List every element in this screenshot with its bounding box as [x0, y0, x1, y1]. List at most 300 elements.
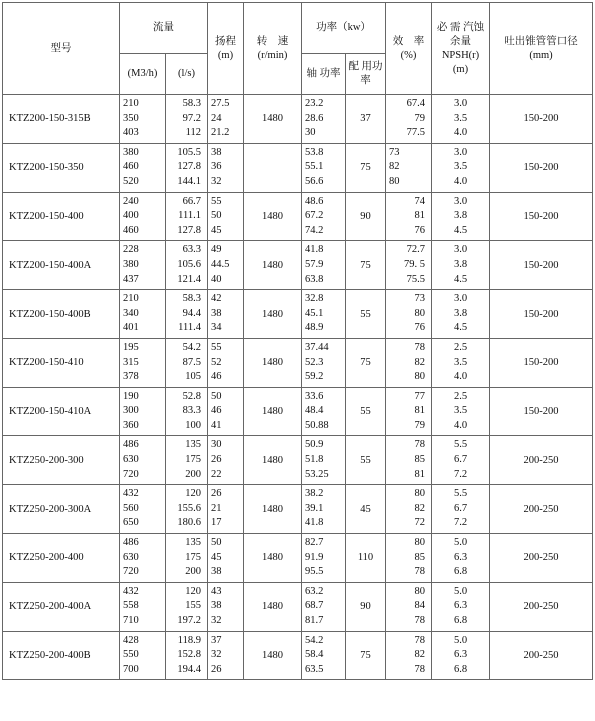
flow-m3h-cell-value: 210	[123, 98, 139, 109]
head-cell-value: 17	[211, 517, 222, 529]
flow-m3h-cell	[120, 387, 166, 436]
flow-m3h-cell	[120, 436, 166, 485]
npsh-cell-value: 6.8	[453, 615, 468, 626]
flow-ls-cell	[166, 631, 208, 680]
head-cell-value: 38	[211, 600, 222, 612]
table-row	[3, 436, 593, 485]
model-cell: KTZ200-150-315B	[3, 95, 120, 144]
flow-ls-cell-value: 58.3	[182, 98, 201, 109]
flow-m3h-cell	[120, 485, 166, 534]
head-cell	[208, 143, 244, 192]
flow-m3h-cell	[120, 241, 166, 290]
diameter-cell: 150-200	[490, 290, 593, 339]
flow-ls-cell	[166, 582, 208, 631]
rated-power-cell: 37	[346, 95, 386, 144]
shaft-power-cell-value: 63.8	[305, 273, 324, 285]
speed-cell: 1480	[244, 192, 302, 241]
shaft-power-cell-value: 53.8	[305, 146, 324, 158]
flow-ls-cell-value: 105.5	[177, 146, 201, 158]
flow-m3h-cell-value: 401	[123, 322, 139, 334]
head-cell-value: 43	[211, 585, 222, 597]
flow-ls-cell	[166, 338, 208, 387]
efficiency-cell-value: 72.7	[406, 244, 425, 256]
shaft-power-cell-value: 82.7	[305, 537, 324, 549]
model-cell: KTZ250-200-400A	[3, 582, 120, 631]
shaft-power-cell-value: 32.8	[305, 293, 324, 305]
npsh-cell-value: 5.0	[453, 537, 468, 549]
table-row	[3, 631, 593, 680]
flow-ls-cell-value: 83.3	[182, 405, 201, 417]
model-cell: KTZ200-150-400	[3, 192, 120, 241]
head-cell-value: 38	[211, 566, 222, 578]
speed-cell: 1480	[244, 534, 302, 583]
diameter-cell: 150-200	[490, 387, 593, 436]
head-cell-value: 32	[211, 175, 222, 187]
head-cell-value: 45	[211, 224, 222, 236]
shaft-power-cell-value: 52.3	[305, 356, 324, 368]
npsh-cell-value: 5.0	[453, 634, 468, 646]
efficiency-cell-value: 76	[414, 224, 425, 236]
shaft-power-cell-value: 48.6	[305, 195, 324, 207]
npsh-cell	[432, 143, 490, 192]
head-cell	[208, 436, 244, 485]
shaft-power-cell	[302, 241, 346, 290]
efficiency-cell-value: 79	[414, 419, 425, 431]
flow-m3h-cell-value: 432	[123, 488, 139, 500]
npsh-cell-value: 4.0	[453, 371, 468, 383]
flow-ls-cell-value: 111.4	[178, 322, 201, 334]
shaft-power-cell-value: 53.25	[305, 468, 329, 480]
model-cell: KTZ250-200-300	[3, 436, 120, 485]
shaft-power-cell	[302, 338, 346, 387]
efficiency-cell	[386, 241, 432, 290]
flow-ls-cell-value: 120	[185, 488, 201, 500]
flow-ls-cell	[166, 436, 208, 485]
head-cell-value: 45	[211, 551, 222, 563]
head-cell	[208, 387, 244, 436]
rated-power-cell: 75	[346, 631, 386, 680]
shaft-power-cell-value: 57.9	[305, 258, 324, 270]
flow-ls-cell-value: 118.9	[177, 634, 201, 646]
shaft-power-cell	[302, 582, 346, 631]
rated-power-cell: 55	[346, 436, 386, 485]
npsh-cell-value: 3.5	[453, 356, 468, 368]
efficiency-cell-value: 78	[414, 663, 425, 675]
head-cell-value: 26	[211, 488, 222, 500]
efficiency-cell-value: 82	[414, 502, 425, 514]
diameter-cell: 200-250	[490, 534, 593, 583]
rated-power-cell: 45	[346, 485, 386, 534]
shaft-power-cell-value: 41.8	[305, 244, 324, 256]
shaft-power-cell	[302, 534, 346, 583]
model-cell: KTZ200-150-410A	[3, 387, 120, 436]
speed-cell	[244, 143, 302, 192]
head-cell	[208, 485, 244, 534]
efficiency-cell	[386, 534, 432, 583]
head-cell-value: 42	[211, 293, 222, 305]
npsh-cell-value: 4.5	[453, 273, 468, 285]
efficiency-cell-value: 78	[414, 634, 425, 646]
flow-m3h-cell-value: 630	[123, 551, 139, 563]
shaft-power-cell-value: 33.6	[305, 390, 324, 402]
npsh-cell	[432, 582, 490, 631]
flow-ls-cell	[166, 290, 208, 339]
flow-ls-cell-value: 152.8	[177, 649, 201, 661]
head-cell-value: 32	[211, 649, 222, 661]
npsh-cell-value: 3.8	[453, 307, 468, 319]
head-cell-value: 55	[211, 195, 222, 207]
header-efficiency: 效 率 (%)	[386, 3, 432, 95]
flow-ls-cell-value: 144.1	[177, 175, 201, 187]
flow-m3h-cell-value: 432	[123, 585, 139, 597]
npsh-cell-value: 7.2	[453, 517, 468, 529]
flow-ls-cell-value: 135	[185, 439, 201, 451]
flow-m3h-cell	[120, 582, 166, 631]
head-cell-value: 38	[211, 307, 222, 319]
head-cell-value: 21	[211, 502, 222, 514]
efficiency-cell-value: 73	[414, 293, 425, 305]
head-cell-value: 50	[211, 210, 222, 222]
npsh-cell	[432, 290, 490, 339]
head-cell-value: 41	[211, 419, 222, 431]
flow-m3h-cell-value: 190	[123, 390, 139, 402]
diameter-cell: 150-200	[490, 241, 593, 290]
efficiency-cell-value: 78	[414, 566, 425, 578]
flow-m3h-cell-value: 428	[123, 634, 139, 646]
shaft-power-cell-value: 39.1	[305, 502, 324, 514]
efficiency-cell-value: 73	[389, 146, 400, 158]
flow-ls-cell-value: 52.8	[182, 390, 201, 402]
flow-m3h-cell-value: 378	[123, 371, 139, 383]
head-cell	[208, 290, 244, 339]
model-cell: KTZ200-150-400A	[3, 241, 120, 290]
efficiency-cell-value: 78	[414, 615, 425, 626]
head-cell-value: 30	[211, 439, 222, 451]
flow-m3h-cell-value: 650	[123, 517, 139, 529]
npsh-cell-value: 3.0	[453, 293, 468, 305]
diameter-cell: 150-200	[490, 338, 593, 387]
flow-m3h-cell	[120, 290, 166, 339]
efficiency-cell-value: 84	[414, 600, 425, 612]
efficiency-cell-value: 80	[414, 537, 425, 549]
shaft-power-cell-value: 23.2	[305, 98, 324, 109]
flow-ls-cell-value: 105	[185, 371, 201, 383]
npsh-cell-value: 4.0	[453, 127, 468, 139]
shaft-power-cell	[302, 290, 346, 339]
flow-m3h-cell-value: 403	[123, 127, 139, 139]
flow-ls-cell-value: 135	[185, 537, 201, 549]
efficiency-cell-value: 78	[414, 341, 425, 353]
shaft-power-cell-value: 95.5	[305, 566, 324, 578]
speed-cell: 1480	[244, 485, 302, 534]
table-row	[3, 338, 593, 387]
flow-ls-cell-value: 175	[185, 551, 201, 563]
flow-ls-cell	[166, 95, 208, 144]
flow-ls-cell-value: 155	[185, 600, 201, 612]
shaft-power-cell-value: 48.4	[305, 405, 324, 417]
flow-m3h-cell-value: 486	[123, 537, 139, 549]
flow-ls-cell-value: 200	[185, 566, 201, 578]
flow-m3h-cell-value: 710	[123, 615, 139, 626]
shaft-power-cell-value: 56.6	[305, 175, 324, 187]
npsh-cell-value: 3.0	[453, 195, 468, 207]
flow-m3h-cell-value: 460	[123, 224, 139, 236]
head-cell-value: 38	[211, 146, 222, 158]
flow-m3h-cell-value: 437	[123, 273, 139, 285]
npsh-cell-value: 6.8	[453, 663, 468, 675]
flow-m3h-cell	[120, 143, 166, 192]
npsh-cell	[432, 95, 490, 144]
flow-ls-cell-value: 194.4	[177, 663, 201, 675]
flow-m3h-cell-value: 315	[123, 356, 139, 368]
npsh-cell-value: 3.0	[453, 146, 468, 158]
flow-ls-cell-value: 127.8	[177, 161, 201, 173]
shaft-power-cell-value: 74.2	[305, 224, 324, 236]
efficiency-cell-value: 85	[414, 454, 425, 466]
table-row	[3, 192, 593, 241]
npsh-cell-value: 3.8	[453, 258, 468, 270]
table-row	[3, 290, 593, 339]
efficiency-cell-value: 67.4	[406, 98, 425, 109]
npsh-cell-value: 3.0	[453, 244, 468, 256]
flow-m3h-cell-value: 630	[123, 454, 139, 466]
model-cell: KTZ200-150-410	[3, 338, 120, 387]
npsh-cell	[432, 436, 490, 485]
model-cell: KTZ200-150-400B	[3, 290, 120, 339]
shaft-power-cell-value: 28.6	[305, 112, 324, 124]
shaft-power-cell-value: 45.1	[305, 307, 324, 319]
efficiency-cell	[386, 387, 432, 436]
efficiency-cell-value: 72	[414, 517, 425, 529]
flow-m3h-cell-value: 380	[123, 146, 139, 158]
diameter-cell: 150-200	[490, 192, 593, 241]
head-cell-value: 52	[211, 356, 222, 368]
speed-cell: 1480	[244, 436, 302, 485]
rated-power-cell: 75	[346, 338, 386, 387]
shaft-power-cell-value: 59.2	[305, 371, 324, 383]
model-cell: KTZ250-200-400B	[3, 631, 120, 680]
pump-spec-table	[2, 2, 593, 680]
flow-m3h-cell-value: 340	[123, 307, 139, 319]
rated-power-cell: 90	[346, 192, 386, 241]
head-cell-value: 27.5	[211, 98, 230, 109]
flow-ls-cell-value: 120	[185, 585, 201, 597]
efficiency-cell-value: 78	[414, 439, 425, 451]
flow-ls-cell	[166, 143, 208, 192]
head-cell	[208, 338, 244, 387]
speed-cell: 1480	[244, 338, 302, 387]
header-model: 型号	[3, 3, 120, 95]
flow-m3h-cell-value: 700	[123, 663, 139, 675]
head-cell-value: 32	[211, 615, 222, 626]
shaft-power-cell	[302, 95, 346, 144]
flow-ls-cell-value: 112	[185, 127, 201, 139]
speed-cell: 1480	[244, 631, 302, 680]
flow-m3h-cell	[120, 192, 166, 241]
efficiency-cell	[386, 631, 432, 680]
efficiency-cell-value: 82	[414, 356, 425, 368]
flow-ls-cell-value: 121.4	[177, 273, 201, 285]
shaft-power-cell-value: 41.8	[305, 517, 324, 529]
head-cell-value: 46	[211, 371, 222, 383]
npsh-cell-value: 3.5	[453, 405, 468, 417]
npsh-cell	[432, 631, 490, 680]
npsh-cell-value: 7.2	[453, 468, 468, 480]
header-speed: 转 速 (r/min)	[244, 3, 302, 95]
shaft-power-cell-value: 55.1	[305, 161, 324, 173]
efficiency-cell-value: 76	[414, 322, 425, 334]
flow-ls-cell	[166, 192, 208, 241]
flow-m3h-cell-value: 558	[123, 600, 139, 612]
header-npsh: 必 需 汽蚀余量NPSH(r) (m)	[432, 3, 490, 95]
head-cell-value: 49	[211, 244, 222, 256]
head-cell-value: 50	[211, 390, 222, 402]
npsh-cell-value: 6.3	[453, 600, 468, 612]
npsh-cell-value: 3.5	[453, 161, 468, 173]
efficiency-cell-value: 77.5	[406, 127, 425, 139]
flow-m3h-cell-value: 195	[123, 341, 139, 353]
efficiency-cell-value: 80	[414, 371, 425, 383]
npsh-cell-value: 6.7	[453, 502, 468, 514]
table-row	[3, 582, 593, 631]
npsh-cell-value: 2.5	[453, 341, 468, 353]
flow-ls-cell-value: 63.3	[182, 244, 201, 256]
efficiency-cell	[386, 436, 432, 485]
flow-m3h-cell-value: 460	[123, 161, 139, 173]
diameter-cell: 200-250	[490, 582, 593, 631]
efficiency-cell	[386, 485, 432, 534]
npsh-cell-value: 2.5	[453, 390, 468, 402]
flow-m3h-cell-value: 350	[123, 112, 139, 124]
flow-ls-cell-value: 66.7	[182, 195, 201, 207]
shaft-power-cell-value: 48.9	[305, 322, 324, 334]
npsh-cell	[432, 485, 490, 534]
shaft-power-cell-value: 51.8	[305, 454, 324, 466]
flow-m3h-cell-value: 300	[123, 405, 139, 417]
shaft-power-cell-value: 63.2	[305, 585, 324, 597]
head-cell-value: 44.5	[211, 258, 230, 270]
shaft-power-cell-value: 37.44	[305, 341, 329, 353]
flow-ls-cell-value: 200	[185, 468, 201, 480]
flow-m3h-cell-value: 210	[123, 293, 139, 305]
flow-ls-cell-value: 87.5	[182, 356, 201, 368]
flow-ls-cell-value: 180.6	[177, 517, 201, 529]
rated-power-cell: 75	[346, 143, 386, 192]
flow-ls-cell-value: 127.8	[177, 224, 201, 236]
efficiency-cell-value: 79	[414, 112, 425, 124]
npsh-cell-value: 5.0	[453, 585, 468, 597]
efficiency-cell-value: 80	[414, 585, 425, 597]
flow-m3h-cell-value: 520	[123, 175, 139, 187]
rated-power-cell: 55	[346, 290, 386, 339]
model-cell: KTZ250-200-400	[3, 534, 120, 583]
npsh-cell	[432, 192, 490, 241]
table-body	[3, 95, 593, 680]
npsh-cell-value: 4.5	[453, 322, 468, 334]
flow-ls-cell	[166, 485, 208, 534]
head-cell-value: 21.2	[211, 127, 230, 139]
diameter-cell: 200-250	[490, 436, 593, 485]
diameter-cell: 150-200	[490, 95, 593, 144]
efficiency-cell-value: 75.5	[406, 273, 425, 285]
flow-m3h-cell	[120, 534, 166, 583]
efficiency-cell	[386, 95, 432, 144]
speed-cell: 1480	[244, 95, 302, 144]
head-cell-value: 24	[211, 112, 222, 124]
efficiency-cell-value: 74	[414, 195, 425, 207]
flow-ls-cell-value: 197.2	[177, 615, 201, 626]
header-row-1	[3, 3, 593, 54]
efficiency-cell-value: 81	[414, 468, 425, 480]
shaft-power-cell-value: 67.2	[305, 210, 324, 222]
diameter-cell: 150-200	[490, 143, 593, 192]
flow-ls-cell-value: 105.6	[177, 258, 201, 270]
table-row	[3, 143, 593, 192]
flow-m3h-cell-value: 720	[123, 468, 139, 480]
efficiency-cell	[386, 582, 432, 631]
header-flow-ls: (l/s)	[166, 54, 208, 95]
npsh-cell-value: 3.8	[453, 210, 468, 222]
flow-ls-cell-value: 94.4	[182, 307, 201, 319]
head-cell-value: 34	[211, 322, 222, 334]
shaft-power-cell-value: 50.9	[305, 439, 324, 451]
shaft-power-cell	[302, 387, 346, 436]
rated-power-cell: 110	[346, 534, 386, 583]
flow-ls-cell-value: 175	[185, 454, 201, 466]
table-row	[3, 534, 593, 583]
head-cell-value: 46	[211, 405, 222, 417]
header-power: 功率（kw）	[302, 3, 386, 54]
shaft-power-cell-value: 63.5	[305, 663, 324, 675]
shaft-power-cell-value: 58.4	[305, 649, 324, 661]
head-cell	[208, 582, 244, 631]
efficiency-cell-value: 81	[414, 210, 425, 222]
flow-ls-cell	[166, 534, 208, 583]
table-row	[3, 485, 593, 534]
header-shaft-power: 轴 功率	[302, 54, 346, 95]
rated-power-cell: 90	[346, 582, 386, 631]
flow-ls-cell-value: 54.2	[182, 341, 201, 353]
npsh-cell-value: 3.5	[453, 112, 468, 124]
npsh-cell-value: 5.5	[453, 439, 468, 451]
rated-power-cell: 55	[346, 387, 386, 436]
header-head: 扬程 (m)	[208, 3, 244, 95]
flow-ls-cell	[166, 387, 208, 436]
shaft-power-cell-value: 68.7	[305, 600, 324, 612]
efficiency-cell-value: 82	[389, 161, 400, 173]
head-cell	[208, 241, 244, 290]
head-cell-value: 26	[211, 663, 222, 675]
npsh-cell-value: 3.0	[453, 98, 468, 109]
npsh-cell	[432, 338, 490, 387]
efficiency-cell	[386, 192, 432, 241]
npsh-cell-value: 6.3	[453, 649, 468, 661]
efficiency-cell-value: 77	[414, 390, 425, 402]
flow-m3h-cell-value: 380	[123, 258, 139, 270]
efficiency-cell-value: 79. 5	[404, 258, 425, 270]
efficiency-cell	[386, 143, 432, 192]
head-cell	[208, 534, 244, 583]
diameter-cell: 200-250	[490, 631, 593, 680]
npsh-cell-value: 4.0	[453, 175, 468, 187]
flow-ls-cell-value: 100	[185, 419, 201, 431]
head-cell-value: 22	[211, 468, 222, 480]
shaft-power-cell-value: 81.7	[305, 615, 324, 626]
head-cell-value: 50	[211, 537, 222, 549]
flow-ls-cell-value: 97.2	[182, 112, 201, 124]
shaft-power-cell	[302, 631, 346, 680]
flow-m3h-cell-value: 486	[123, 439, 139, 451]
